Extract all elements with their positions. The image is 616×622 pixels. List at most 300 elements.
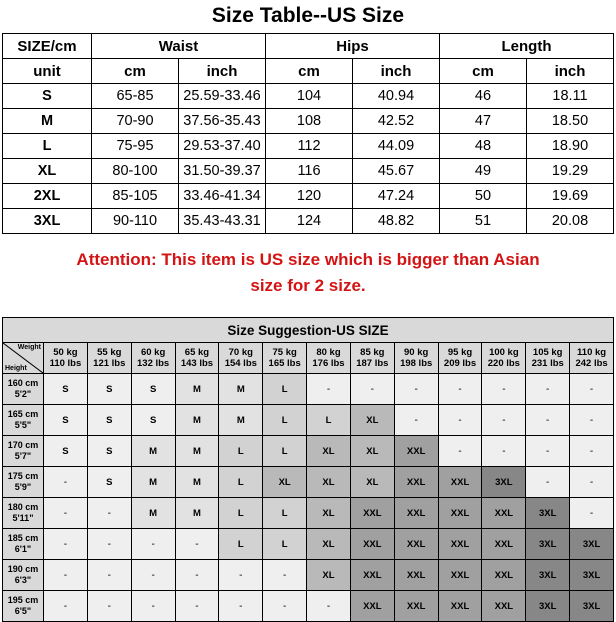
suggestion-cell <box>87 498 131 529</box>
suggestion-cell-value: - <box>414 414 418 426</box>
suggestion-cell <box>219 529 263 560</box>
suggestion-cell <box>44 498 88 529</box>
suggestion-cell <box>175 560 219 591</box>
suggestion-cell-value: XXL <box>406 507 426 519</box>
cell-hips-inch: 42.52 <box>353 109 440 134</box>
cell-waist-inch: 33.46-41.34 <box>179 184 266 209</box>
suggestion-cell <box>263 560 307 591</box>
suggestion-cell <box>307 405 351 436</box>
cell-size: L <box>3 134 92 159</box>
suggestion-cell-value: - <box>502 414 506 426</box>
table-row <box>3 405 614 436</box>
suggestion-cell <box>526 560 570 591</box>
suggestion-cell <box>44 467 88 498</box>
weight-column-header: 85 kg 187 lbs <box>350 343 394 374</box>
cell-length-inch: 19.29 <box>527 159 614 184</box>
suggestion-cell <box>87 374 131 405</box>
suggestion-cell-value: M <box>236 414 245 426</box>
suggestion-cell-value: XL <box>366 476 379 488</box>
suggestion-cell <box>570 529 614 560</box>
suggestion-cell-value: 3XL <box>538 507 557 519</box>
suggestion-cell-value: M <box>149 476 158 488</box>
suggestion-cell-value: - <box>458 445 462 457</box>
weight-column-header: 80 kg 176 lbs <box>307 343 351 374</box>
cell-waist-cm: 85-105 <box>92 184 179 209</box>
table-row <box>3 134 614 159</box>
suggestion-cell <box>570 405 614 436</box>
subheader-hips-cm: cm <box>266 59 353 84</box>
cell-size: S <box>3 84 92 109</box>
suggestion-cell <box>175 405 219 436</box>
cell-waist-cm: 90-110 <box>92 209 179 234</box>
suggestion-cell-value: - <box>282 569 287 581</box>
cell-waist-inch: 25.59-33.46 <box>179 84 266 109</box>
suggestion-cell-value: S <box>62 414 69 426</box>
suggestion-cell <box>87 560 131 591</box>
suggestion-cell <box>263 591 307 622</box>
suggestion-cell-value: - <box>63 476 68 488</box>
suggestion-cell-value: XXL <box>450 507 470 519</box>
cell-length-inch: 18.50 <box>527 109 614 134</box>
weight-height-corner <box>3 343 44 374</box>
suggestion-cell-value: S <box>149 383 157 395</box>
weight-column-header: 90 kg 198 lbs <box>394 343 438 374</box>
suggestion-cell <box>394 467 438 498</box>
attention-note <box>0 234 616 313</box>
page-title: Size Table--US Size <box>211 4 405 27</box>
suggestion-cell <box>44 560 88 591</box>
suggestion-cell <box>219 560 263 591</box>
cell-waist-inch: 35.43-43.31 <box>179 209 266 234</box>
suggestion-cell-value: 3XL <box>582 600 601 612</box>
suggestion-cell-value: M <box>149 507 158 519</box>
cell-waist-cm: 80-100 <box>92 159 179 184</box>
weight-column-header: 60 kg 132 lbs <box>131 343 175 374</box>
suggestion-cell <box>175 374 219 405</box>
height-row-header: 185 cm 6'1" <box>3 529 44 560</box>
suggestion-cell-value: XXL <box>406 600 426 612</box>
suggestion-cell-value: - <box>546 414 550 426</box>
cell-length-inch: 20.08 <box>527 209 614 234</box>
size-table-group-header-row <box>3 34 614 59</box>
suggestion-cell-value: XXL <box>450 538 470 550</box>
suggestion-cell-value: XXL <box>406 538 426 550</box>
suggestion-cell <box>175 467 219 498</box>
suggestion-cell <box>350 467 394 498</box>
subheader-waist-cm: cm <box>92 59 179 84</box>
suggestion-cell <box>482 405 526 436</box>
table-row <box>3 467 614 498</box>
suggestion-cell-value: XL <box>366 414 379 426</box>
suggestion-cell-value: XXL <box>450 600 470 612</box>
table-row <box>3 184 614 209</box>
suggestion-cell-value: XXL <box>363 507 382 519</box>
suggestion-cell <box>131 467 175 498</box>
height-row-header: 195 cm 6'5" <box>3 591 44 622</box>
header-size: SIZE/cm <box>3 34 92 59</box>
weight-column-header: 55 kg 121 lbs <box>87 343 131 374</box>
suggestion-cell-value: - <box>589 507 594 519</box>
cell-length-cm: 51 <box>440 209 527 234</box>
suggestion-cell-value: XL <box>322 569 335 581</box>
table-row <box>3 560 614 591</box>
suggestion-cell <box>394 374 438 405</box>
suggestion-cell <box>350 405 394 436</box>
cell-waist-inch: 31.50-39.37 <box>179 159 266 184</box>
table-row <box>3 591 614 622</box>
suggestion-cell-value: - <box>458 414 462 426</box>
suggestion-cell-value: S <box>149 414 157 426</box>
suggestion-cell <box>87 467 131 498</box>
suggestion-cell <box>482 591 526 622</box>
suggestion-cell <box>438 560 482 591</box>
table-row <box>3 529 614 560</box>
suggestion-cell <box>482 560 526 591</box>
suggestion-cell <box>526 405 570 436</box>
suggestion-cell-value: 3XL <box>538 569 557 581</box>
table-row <box>3 209 614 234</box>
suggestion-cell <box>307 436 351 467</box>
suggestion-cell <box>307 591 351 622</box>
suggestion-cell-value: - <box>502 445 506 457</box>
corner-height-label: Height <box>5 365 27 372</box>
cell-hips-cm: 124 <box>266 209 353 234</box>
suggestion-cell-value: 3XL <box>495 476 513 488</box>
suggestion-cell <box>570 436 614 467</box>
cell-waist-inch: 37.56-35.43 <box>179 109 266 134</box>
suggestion-cell-value: XXL <box>406 476 426 488</box>
suggestion-cell-value: XXL <box>494 538 514 550</box>
suggestion-cell <box>394 405 438 436</box>
cell-length-inch: 18.11 <box>527 84 614 109</box>
cell-length-cm: 47 <box>440 109 527 134</box>
suggestion-cell <box>394 498 438 529</box>
suggestion-cell <box>219 436 263 467</box>
cell-hips-cm: 120 <box>266 184 353 209</box>
suggestion-cell-value: - <box>107 600 111 612</box>
suggestion-cell-value: - <box>502 383 506 395</box>
suggestion-cell <box>263 405 307 436</box>
suggestion-cell <box>307 529 351 560</box>
height-row-header: 160 cm 5'2" <box>3 374 44 405</box>
suggestion-cell <box>482 529 526 560</box>
cell-hips-inch: 45.67 <box>353 159 440 184</box>
suggestion-cell-value: - <box>282 600 287 612</box>
suggestion-cell-value: M <box>192 445 201 457</box>
suggestion-cell <box>263 374 307 405</box>
suggestion-cell <box>570 560 614 591</box>
suggestion-cell <box>131 560 175 591</box>
suggestion-cell <box>219 374 263 405</box>
suggestion-cell <box>482 498 526 529</box>
suggestion-cell-value: - <box>546 445 550 457</box>
suggestion-cell <box>350 374 394 405</box>
table-row <box>3 109 614 134</box>
suggestion-cell-value: - <box>151 600 155 612</box>
height-row-header: 190 cm 6'3" <box>3 560 44 591</box>
suggestion-cell-value: XXL <box>363 569 382 581</box>
suggestion-cell-value: L <box>281 538 288 550</box>
table-row <box>3 374 614 405</box>
suggestion-cell <box>263 467 307 498</box>
suggestion-cell <box>438 591 482 622</box>
suggestion-cell <box>482 374 526 405</box>
suggestion-cell <box>526 591 570 622</box>
suggestion-cell-value: - <box>546 383 550 395</box>
suggestion-cell <box>44 436 88 467</box>
suggestion-cell <box>526 374 570 405</box>
suggestion-cell <box>526 529 570 560</box>
cell-hips-cm: 104 <box>266 84 353 109</box>
suggestion-cell <box>438 498 482 529</box>
suggestion-cell-value: S <box>62 383 69 395</box>
suggestion-cell <box>131 405 175 436</box>
suggestion-cell <box>131 436 175 467</box>
suggestion-cell-value: - <box>63 600 68 612</box>
suggestion-cell-value: XL <box>366 445 379 457</box>
suggestion-cell <box>87 436 131 467</box>
suggestion-header-row <box>3 343 614 374</box>
suggestion-cell <box>219 498 263 529</box>
suggestion-cell <box>350 529 394 560</box>
suggestion-cell-value: L <box>281 414 288 426</box>
suggestion-cell-value: S <box>62 445 69 457</box>
subheader-hips-inch: inch <box>353 59 440 84</box>
suggestion-cell <box>570 374 614 405</box>
suggestion-cell <box>307 374 351 405</box>
suggestion-cell-value: S <box>106 445 113 457</box>
suggestion-cell-value: - <box>63 569 68 581</box>
suggestion-cell <box>175 591 219 622</box>
suggestion-cell <box>307 467 351 498</box>
cell-length-cm: 46 <box>440 84 527 109</box>
suggestion-cell-value: XXL <box>363 600 382 612</box>
suggestion-cell-value: - <box>63 507 68 519</box>
height-row-header: 165 cm 5'5" <box>3 405 44 436</box>
suggestion-cell <box>131 591 175 622</box>
cell-length-inch: 18.90 <box>527 134 614 159</box>
subheader-length-cm: cm <box>440 59 527 84</box>
suggestion-cell <box>263 498 307 529</box>
cell-waist-cm: 70-90 <box>92 109 179 134</box>
cell-size: M <box>3 109 92 134</box>
suggestion-cell <box>438 467 482 498</box>
size-suggestion-title: Size Suggestion-US SIZE <box>2 317 614 342</box>
suggestion-cell <box>350 591 394 622</box>
suggestion-cell <box>570 498 614 529</box>
suggestion-cell <box>87 591 131 622</box>
suggestion-cell-value: XXL <box>406 445 426 457</box>
suggestion-cell <box>263 436 307 467</box>
suggestion-cell-value: - <box>107 569 111 581</box>
suggestion-cell <box>526 436 570 467</box>
suggestion-cell-value: XXL <box>450 476 470 488</box>
cell-hips-cm: 108 <box>266 109 353 134</box>
weight-column-header: 75 kg 165 lbs <box>263 343 307 374</box>
suggestion-cell <box>175 436 219 467</box>
header-waist: Waist <box>92 34 266 59</box>
suggestion-cell-value: - <box>589 476 594 488</box>
cell-hips-inch: 40.94 <box>353 84 440 109</box>
suggestion-cell-value: XL <box>322 445 335 457</box>
suggestion-cell-value: - <box>589 383 594 395</box>
height-row-header: 175 cm 5'9" <box>3 467 44 498</box>
suggestion-cell-value: M <box>192 476 201 488</box>
suggestion-cell-value: L <box>281 507 288 519</box>
suggestion-cell <box>394 591 438 622</box>
suggestion-cell-value: L <box>281 383 288 395</box>
suggestion-cell-value: - <box>370 383 374 395</box>
cell-length-cm: 49 <box>440 159 527 184</box>
suggestion-cell-value: XXL <box>494 569 514 581</box>
suggestion-cell-value: XL <box>322 476 335 488</box>
suggestion-cell <box>394 560 438 591</box>
suggestion-cell-value: - <box>589 445 594 457</box>
suggestion-cell <box>350 560 394 591</box>
suggestion-cell <box>438 405 482 436</box>
suggestion-cell <box>570 591 614 622</box>
suggestion-cell-value: XXL <box>406 569 426 581</box>
suggestion-cell <box>482 436 526 467</box>
suggestion-cell <box>131 498 175 529</box>
size-suggestion-section <box>2 317 614 622</box>
suggestion-cell-value: XL <box>322 507 335 519</box>
suggestion-cell-value: 3XL <box>582 538 601 550</box>
suggestion-cell <box>350 498 394 529</box>
weight-column-header: 100 kg 220 lbs <box>482 343 526 374</box>
suggestion-cell-value: M <box>236 383 245 395</box>
suggestion-cell <box>175 529 219 560</box>
suggestion-cell-value: L <box>237 476 244 488</box>
table-row <box>3 159 614 184</box>
attention-line-2: size for 2 size. <box>250 276 366 295</box>
suggestion-cell-value: - <box>195 569 199 581</box>
suggestion-cell-value: - <box>326 600 331 612</box>
suggestion-cell-value: - <box>195 538 199 550</box>
suggestion-cell <box>44 374 88 405</box>
weight-column-header: 110 kg 242 lbs <box>570 343 614 374</box>
suggestion-cell-value: - <box>195 600 199 612</box>
suggestion-cell-value: - <box>546 476 550 488</box>
suggestion-cell-value: L <box>237 445 244 457</box>
suggestion-cell <box>438 529 482 560</box>
suggestion-cell-value: - <box>107 538 111 550</box>
size-table <box>2 33 614 234</box>
cell-hips-cm: 116 <box>266 159 353 184</box>
suggestion-cell-value: XL <box>322 538 335 550</box>
suggestion-cell-value: L <box>237 538 244 550</box>
weight-column-header: 95 kg 209 lbs <box>438 343 482 374</box>
attention-line-1: Attention: This item is US size which is bigger than Asian <box>76 250 540 269</box>
suggestion-cell-value: M <box>192 507 201 519</box>
suggestion-cell-value: XXL <box>494 600 514 612</box>
suggestion-cell <box>350 436 394 467</box>
suggestion-cell-value: 3XL <box>538 538 557 550</box>
suggestion-cell-value: - <box>239 569 243 581</box>
weight-column-header: 105 kg 231 lbs <box>526 343 570 374</box>
cell-hips-inch: 48.82 <box>353 209 440 234</box>
cell-length-cm: 48 <box>440 134 527 159</box>
suggestion-cell <box>307 498 351 529</box>
suggestion-cell-value: S <box>106 476 113 488</box>
suggestion-cell-value: L <box>237 507 244 519</box>
suggestion-cell <box>394 436 438 467</box>
suggestion-cell-value: - <box>151 569 155 581</box>
suggestion-cell <box>44 591 88 622</box>
suggestion-cell-value: L <box>281 445 288 457</box>
suggestion-cell-value: M <box>192 414 201 426</box>
subheader-length-inch: inch <box>527 59 614 84</box>
suggestion-cell <box>219 591 263 622</box>
suggestion-cell-value: - <box>589 414 594 426</box>
height-row-header: 180 cm 5'11" <box>3 498 44 529</box>
table-row <box>3 436 614 467</box>
suggestion-cell-value: M <box>192 383 201 395</box>
suggestion-cell-value: - <box>239 600 243 612</box>
suggestion-cell <box>44 405 88 436</box>
suggestion-cell <box>44 529 88 560</box>
suggestion-cell <box>438 436 482 467</box>
suggestion-cell <box>87 529 131 560</box>
header-length: Length <box>440 34 614 59</box>
suggestion-cell-value: S <box>106 414 113 426</box>
weight-column-header: 70 kg 154 lbs <box>219 343 263 374</box>
cell-length-inch: 19.69 <box>527 184 614 209</box>
suggestion-cell-value: - <box>414 383 418 395</box>
suggestion-cell-value: XXL <box>363 538 382 550</box>
suggestion-cell <box>526 467 570 498</box>
weight-column-header: 65 kg 143 lbs <box>175 343 219 374</box>
suggestion-cell-value: S <box>106 383 113 395</box>
suggestion-cell-value: XXL <box>494 507 514 519</box>
table-row <box>3 84 614 109</box>
suggestion-cell-value: XXL <box>450 569 470 581</box>
cell-waist-cm: 65-85 <box>92 84 179 109</box>
table-row <box>3 498 614 529</box>
subheader-unit: unit <box>3 59 92 84</box>
suggestion-cell <box>570 467 614 498</box>
suggestion-cell-value: - <box>107 507 111 519</box>
cell-length-cm: 50 <box>440 184 527 209</box>
cell-size: 3XL <box>3 209 92 234</box>
cell-size: 2XL <box>3 184 92 209</box>
suggestion-cell <box>438 374 482 405</box>
weight-column-header: 50 kg 110 lbs <box>44 343 88 374</box>
cell-waist-cm: 75-95 <box>92 134 179 159</box>
suggestion-cell-value: - <box>458 383 462 395</box>
suggestion-cell-value: - <box>63 538 68 550</box>
suggestion-cell-value: L <box>325 414 332 426</box>
suggestion-cell-value: M <box>149 445 158 457</box>
height-row-header: 170 cm 5'7" <box>3 436 44 467</box>
size-table-sub-header-row <box>3 59 614 84</box>
cell-hips-inch: 44.09 <box>353 134 440 159</box>
suggestion-cell <box>263 529 307 560</box>
cell-waist-inch: 29.53-37.40 <box>179 134 266 159</box>
suggestion-cell <box>219 405 263 436</box>
suggestion-cell <box>87 405 131 436</box>
suggestion-cell-value: - <box>151 538 155 550</box>
cell-hips-cm: 112 <box>266 134 353 159</box>
suggestion-cell-value: 3XL <box>538 600 557 612</box>
suggestion-cell <box>219 467 263 498</box>
suggestion-cell <box>482 467 526 498</box>
suggestion-cell-value: 3XL <box>582 569 601 581</box>
suggestion-cell <box>394 529 438 560</box>
corner-weight-label: Weight <box>17 344 41 351</box>
suggestion-cell-value: XL <box>278 476 291 488</box>
suggestion-cell <box>307 560 351 591</box>
